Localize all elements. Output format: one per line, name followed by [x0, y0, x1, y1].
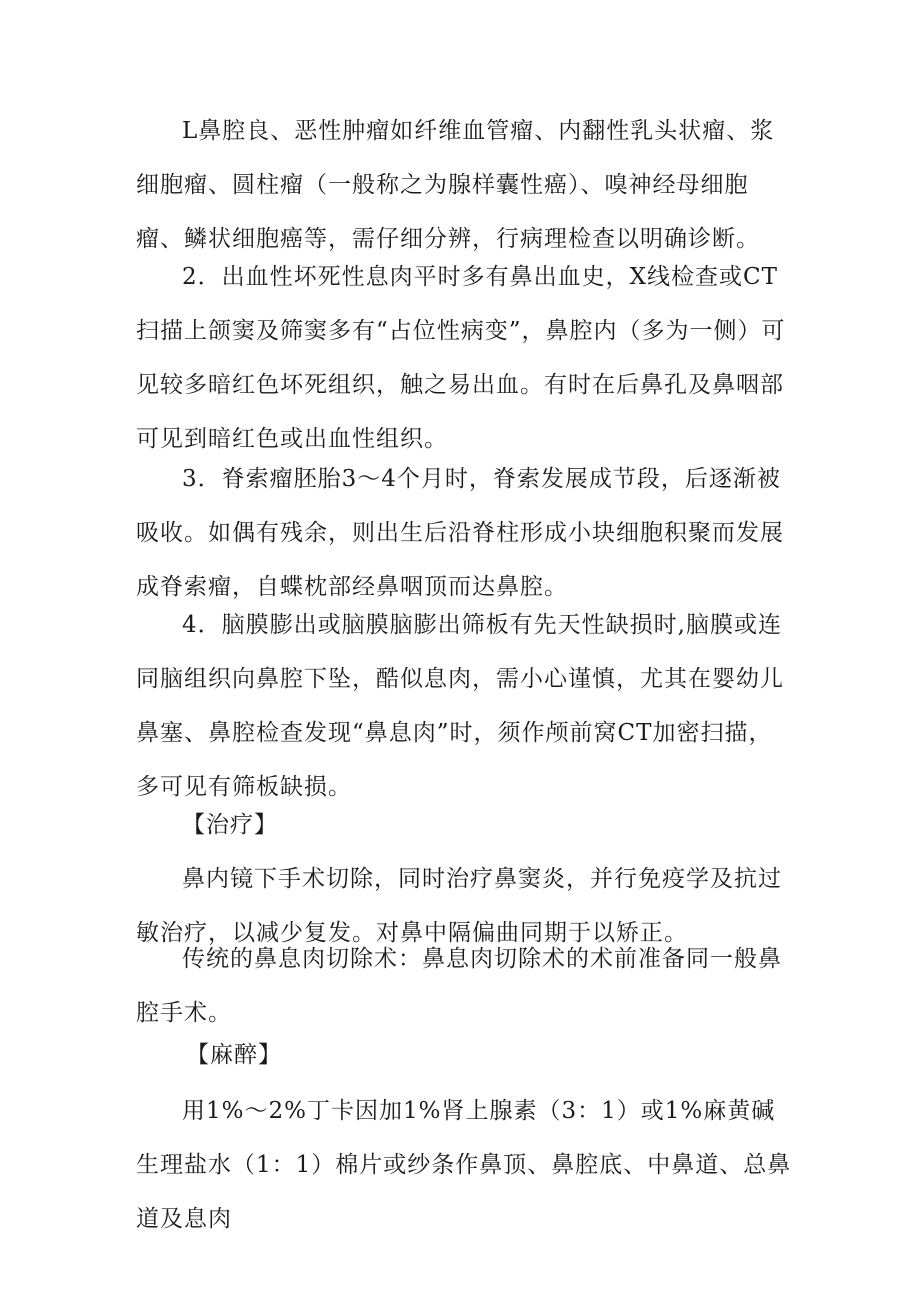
paragraph-endoscopic-surgery: 鼻内镜下手术切除，同时治疗鼻窦炎，并行免疫学及抗过敏治疗，以减少复发。对鼻中隔偏曲同期于以矫正。 [136, 866, 782, 946]
paragraph-malignant-tumors: L鼻腔良、恶性肿瘤如纤维血管瘤、内翻性乳头状瘤、浆细胞瘤、圆柱瘤（一般称之为腺样囊性癌）、嗅神经母细胞瘤、鳞状细胞癌等，需仔细分辨，行病理检查以明确诊断。 [136, 118, 775, 252]
treatment-heading: 【治疗】 [182, 812, 278, 838]
anesthesia-heading: 【麻醉】 [186, 1042, 282, 1068]
paragraph-traditional-polypectomy: 传统的鼻息肉切除术：鼻息肉切除术的术前准备同一般鼻腔手术。 [136, 946, 782, 1026]
paragraph-anesthesia: 用1%～2%丁卡因加1%肾上腺素（3：1）或1%麻黄碱生理盐水（1：1）棉片或纱条作鼻顶、鼻腔底、中鼻道、总鼻道及息肉 [136, 1098, 792, 1232]
paragraph-meningocele: 4．脑膜膨出或脑膜脑膨出筛板有先天性缺损时,脑膜或连同脑组织向鼻腔下坠，酷似息肉，需小心谨慎，尤其在婴幼儿鼻塞、鼻腔检查发现“鼻息肉”时，须作颅前窝CT加密扫描，多可见有筛板缺损。 [136, 612, 784, 800]
paragraph-chordoma: 3．脊索瘤胚胎3～4个月时，脊索发展成节段，后逐渐被吸收。如偶有残余，则出生后沿脊柱形成小块细胞积聚而发展成脊索瘤，自蝶枕部经鼻咽顶而达鼻腔。 [136, 466, 784, 600]
paragraph-hemorrhagic-polyp: 2．出血性坏死性息肉平时多有鼻出血史，X线检查或CT扫描上颌窦及筛窦多有“占位性病变”，鼻腔内（多为一侧）可见较多暗红色坏死组织，触之易出血。有时在后鼻孔及鼻咽部可见到暗红色或出血性组织。 [136, 264, 786, 452]
